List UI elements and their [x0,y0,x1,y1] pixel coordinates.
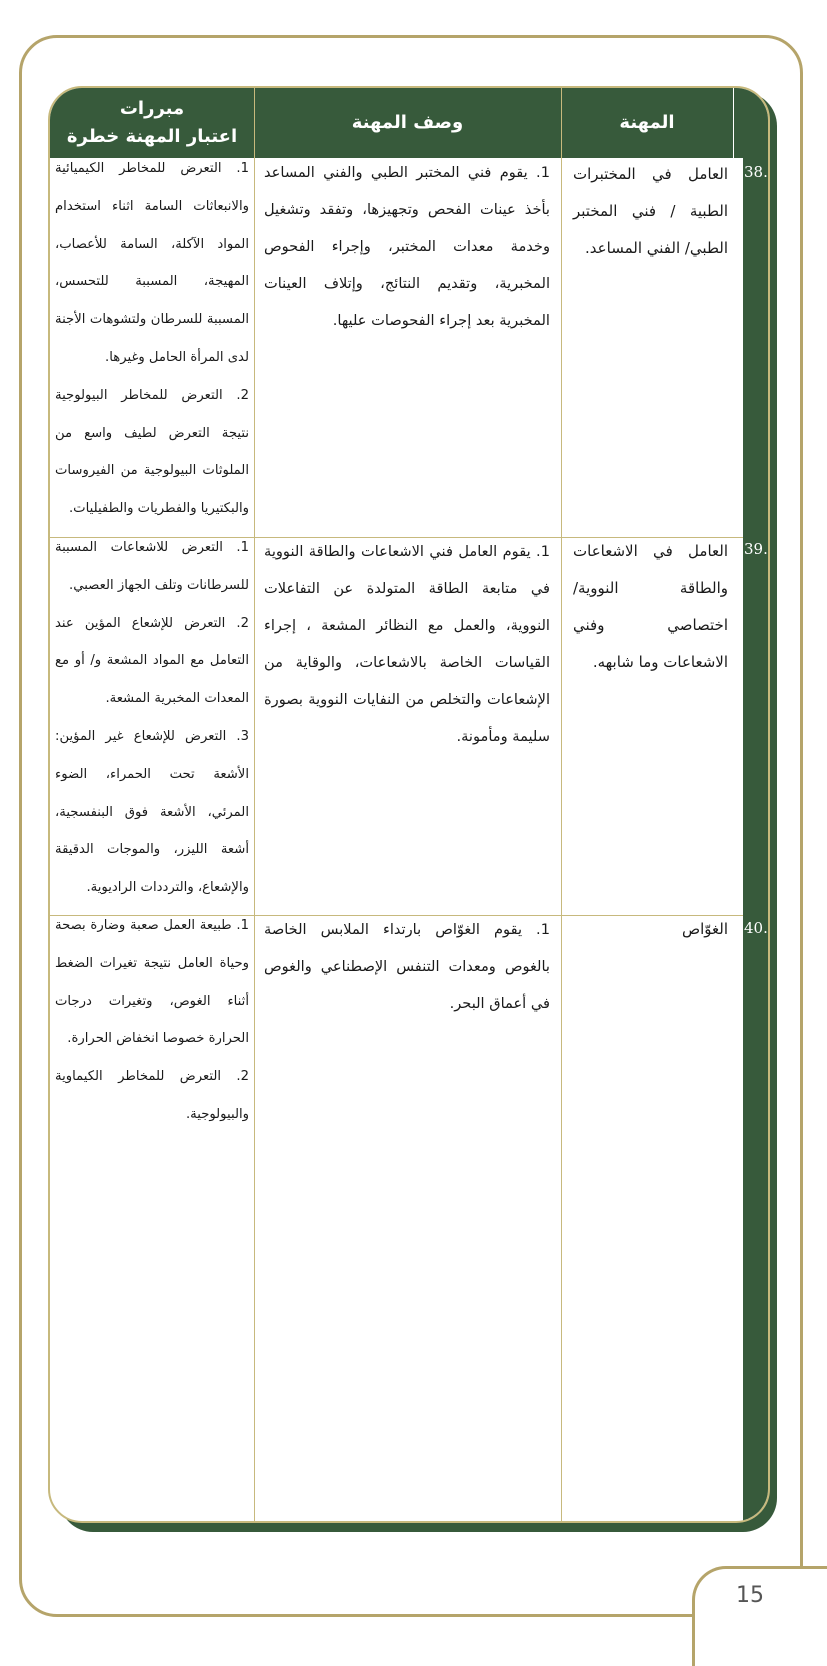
reasons-cell [52,907,252,1134]
reason-item: 2. التعرض للمخاطر الكيماوية والبيولوجية. [55,1069,249,1122]
header-reasons [50,88,254,158]
description-cell: 1. يقوم العامل فني الاشعاعات والطاقة النووية في متابعة الطاقة المتولدة عن التفاعلات النووية، والعمل مع النظائر المشعة ، إجراء القياسات الخاصة بالاشعاعات، والوقاية من الإشعاعات والتخلص من النفايات النووية بصورة سليمة ومأمونة. [264,543,550,745]
reason-item: 2. التعرض للمخاطر البيولوجية نتيجة التعرض لطيف واسع من الملوثات البيولوجية من الفيروسات والبكتيريا والفطريات والطفيليات. [55,387,249,517]
description-cell: 1. يقوم فني المختبر الطبي والفني المساعد بأخذ عينات الفحص وتجهيزها، وتفقد وتشغيل وخدمة معدات المختبر، وإجراء الفحوص المخبرية، وتقديم النتائج، وإتلاف العينات المخبرية بعد إجراء الفحوصات عليها. [264,164,550,329]
column-divider [254,88,255,1523]
header-description: وصف المهنة [351,112,464,133]
job-cell: العامل في المختبرات الطبية / فني المختبر الطبي/ الفني المساعد. [573,165,728,257]
row-number: 38. [744,163,768,181]
header-job: المهنة [619,112,675,133]
reasons-cell [52,150,252,528]
reason-item: 1. التعرض للمخاطر الكيميائية والانبعاثات السامة اثناء استخدام المواد الآكلة، السامة للأعصاب، المهيجة، المسببة للتحسس، المسببة للسرطان ولتشوهات الأجنة لدى المرأة الحامل وغيرها. [55,161,249,365]
occupations-table [48,86,770,1523]
page-number: 15 [736,1583,764,1608]
page-number-tab [692,1566,827,1666]
reason-item: 3. التعرض للإشعاع غير المؤين: الأشعة تحت الحمراء، الضوء المرئي، الأشعة فوق البنفسجية، أشعة الليزر، والموجات الدقيقة والإشعاع، والترددات الراديوية. [55,728,249,896]
description-cell: 1. يقوم الغوّاص بارتداء الملابس الخاصة بالغوص ومعدات التنفس الإصطناعي والغوص في أعماق البحر. [264,921,550,1012]
row-number: 40. [744,919,768,937]
job-cell: الغوّاص [681,920,728,938]
header-divider [733,88,734,158]
table-header-row [50,88,768,158]
row-number: 39. [744,540,768,558]
number-column-strip [743,158,770,1523]
reason-item: 2. التعرض للإشعاع المؤين عند التعامل مع المواد المشعة و/ أو مع المعدات المخبرية المشعة. [55,615,249,707]
reasons-cell [52,529,252,907]
reason-item: 1. طبيعة العمل صعبة وضارة بصحة وحياة العامل نتيجة تغيرات الضغط أثناء الغوص، وتغيرات درجات الحرارة خصوصا انخفاض الحرارة. [55,918,249,1047]
reason-item: 1. التعرض للاشعاعات المسببة للسرطانات وتلف الجهاز العصبي. [55,540,249,593]
column-divider [561,88,562,1523]
job-cell: العامل في الاشعاعات والطاقة النووية/ اختصاصي وفني الاشعاعات وما شابهه. [573,542,728,671]
header-reasons-line1: مبررات [119,98,185,119]
header-reasons-line2: اعتبار المهنة خطرة [66,126,238,147]
